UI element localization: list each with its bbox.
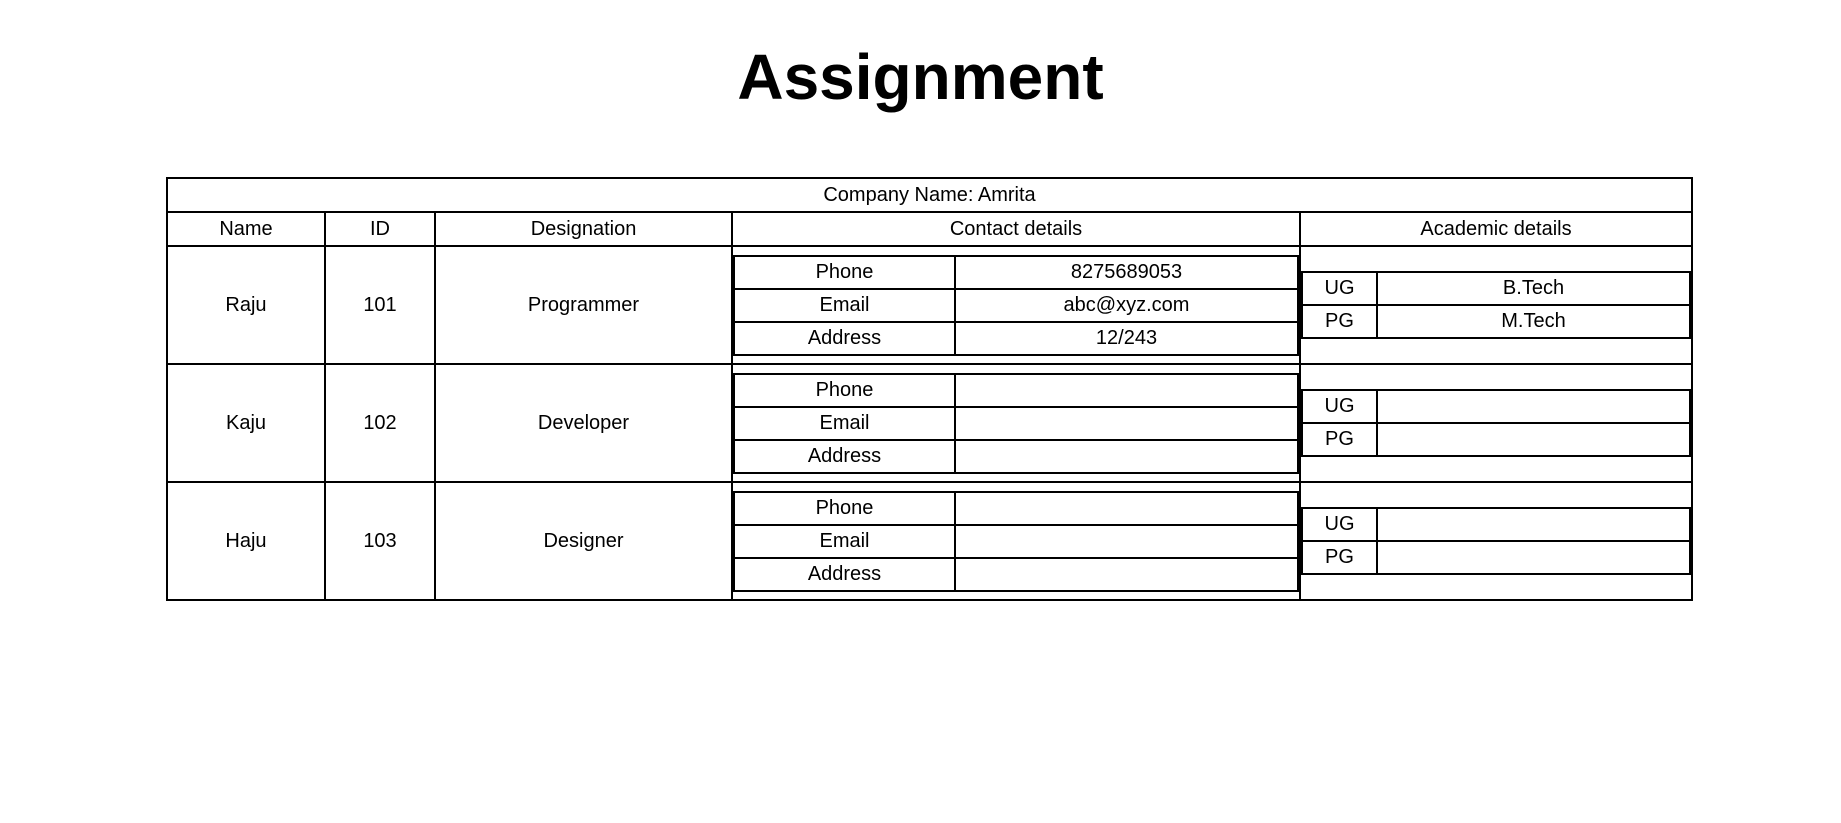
company-name-cell: Company Name: Amrita [167, 178, 1692, 212]
page-title: Assignment [737, 41, 1104, 113]
contact-row-phone [734, 374, 1298, 407]
header-name: Name [167, 212, 325, 246]
academic-details-cell [1300, 364, 1692, 482]
pg-label: PG [1302, 423, 1377, 456]
company-row [167, 178, 1692, 212]
phone-label: Phone [734, 492, 955, 525]
table-row [167, 364, 1692, 482]
contact-row-address [734, 322, 1298, 355]
contact-row-email [734, 525, 1298, 558]
pg-value [1377, 541, 1690, 574]
ug-label: UG [1302, 390, 1377, 423]
email-label: Email [734, 289, 955, 322]
contact-table [733, 255, 1299, 356]
ug-value: B.Tech [1377, 272, 1690, 305]
contact-row-phone [734, 256, 1298, 289]
contact-details-cell [732, 482, 1300, 600]
contact-table [733, 491, 1299, 592]
address-value [955, 440, 1298, 473]
email-value: abc@xyz.com [955, 289, 1298, 322]
contact-row-phone [734, 492, 1298, 525]
pg-value [1377, 423, 1690, 456]
table-row [167, 482, 1692, 600]
phone-value [955, 492, 1298, 525]
contact-row-email [734, 407, 1298, 440]
ug-value [1377, 390, 1690, 423]
address-value: 12/243 [955, 322, 1298, 355]
academic-row-pg [1302, 541, 1690, 574]
contact-details-cell [732, 246, 1300, 364]
pg-label: PG [1302, 541, 1377, 574]
phone-value: 8275689053 [955, 256, 1298, 289]
employee-designation: Programmer [435, 246, 732, 364]
email-label: Email [734, 407, 955, 440]
academic-row-pg [1302, 305, 1690, 338]
address-value [955, 558, 1298, 591]
contact-table [733, 373, 1299, 474]
employee-name: Haju [167, 482, 325, 600]
academic-row-ug [1302, 508, 1690, 541]
employee-table [166, 177, 1693, 601]
employee-id: 103 [325, 482, 435, 600]
header-contact-details: Contact details [732, 212, 1300, 246]
ug-label: UG [1302, 272, 1377, 305]
academic-row-pg [1302, 423, 1690, 456]
phone-label: Phone [734, 256, 955, 289]
ug-value [1377, 508, 1690, 541]
contact-row-email [734, 289, 1298, 322]
address-label: Address [734, 440, 955, 473]
academic-table [1301, 271, 1691, 339]
address-label: Address [734, 322, 955, 355]
email-value [955, 525, 1298, 558]
employee-id: 102 [325, 364, 435, 482]
header-id: ID [325, 212, 435, 246]
employee-name: Raju [167, 246, 325, 364]
contact-row-address [734, 440, 1298, 473]
employee-name: Kaju [167, 364, 325, 482]
pg-label: PG [1302, 305, 1377, 338]
academic-details-cell [1300, 482, 1692, 600]
academic-table [1301, 507, 1691, 575]
header-designation: Designation [435, 212, 732, 246]
header-row [167, 212, 1692, 246]
phone-value [955, 374, 1298, 407]
employee-designation: Developer [435, 364, 732, 482]
contact-row-address [734, 558, 1298, 591]
pg-value: M.Tech [1377, 305, 1690, 338]
header-academic-details: Academic details [1300, 212, 1692, 246]
email-label: Email [734, 525, 955, 558]
academic-details-cell [1300, 246, 1692, 364]
address-label: Address [734, 558, 955, 591]
academic-row-ug [1302, 390, 1690, 423]
employee-designation: Designer [435, 482, 732, 600]
table-row [167, 246, 1692, 364]
academic-row-ug [1302, 272, 1690, 305]
email-value [955, 407, 1298, 440]
phone-label: Phone [734, 374, 955, 407]
employee-id: 101 [325, 246, 435, 364]
academic-table [1301, 389, 1691, 457]
ug-label: UG [1302, 508, 1377, 541]
contact-details-cell [732, 364, 1300, 482]
